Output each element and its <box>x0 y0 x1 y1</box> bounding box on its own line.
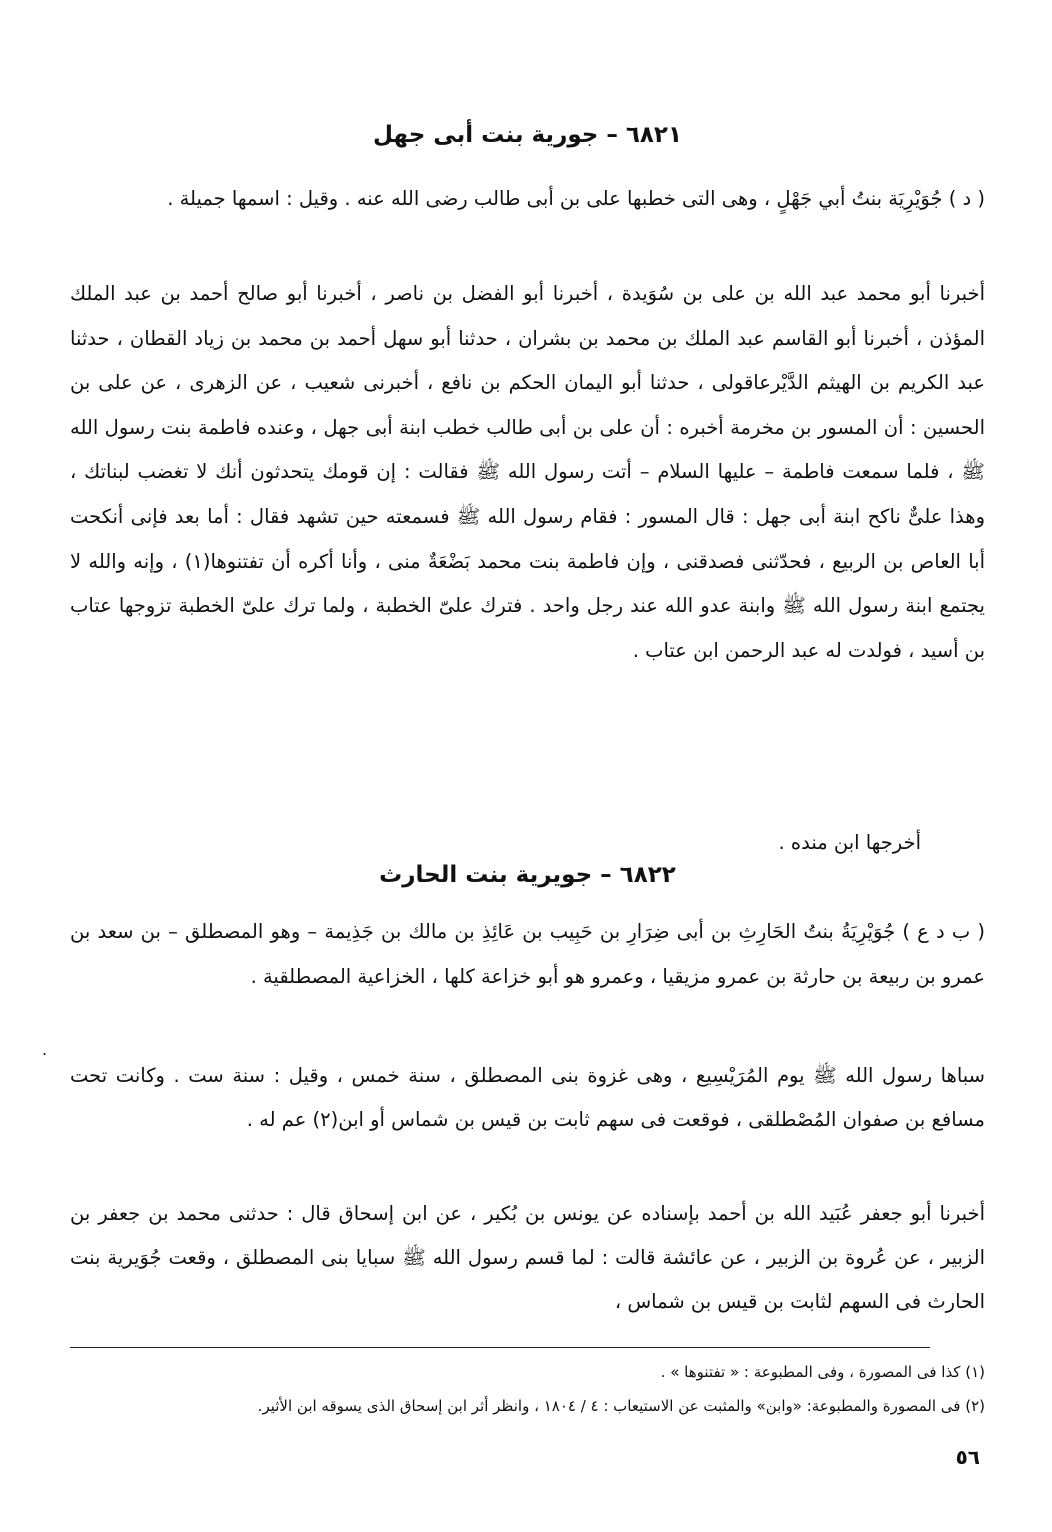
entry-6821-source: أخرجها ابن منده . <box>778 831 921 854</box>
entry-6822-intro: ( ب د ع ) جُوَيْرِيَةُ بنتُ الحَارِثِ بن أبى ضِرَارِ بن حَبِيب بن عَائِذِ بن مالك بن جَذِيمة – وهو المصطلق – بن سعد بن عمرو بن ربيعة بن حارثة بن عمرو مزيقيا ، وعمرو هو أبو خزاعة كلها ، الخزاعية المصطلقية . <box>70 920 985 988</box>
footnote-1: (١) كذا فى المصورة ، وفى المطبوعة : « تفتنوها » . <box>660 1363 985 1381</box>
entry-heading-6821: ٦٨٢١ – جورية بنت أبى جهل <box>373 122 682 148</box>
entry-6822-paragraph-2: سباها رسول الله ﷺ يوم المُرَيْسِيع ، وهى غزوة بنى المصطلق ، سنة خمس ، وقيل : سنة ست . وكانت تحت مسافع بن صفوان المُصْطلقى ، فوقعت فى سهم ثابت بن قيس بن شماس أو ابن(٢) عم له . <box>70 1064 985 1131</box>
entry-6821-intro: ( د ) جُوَيْرِيَة بنتُ أبي جَهْلٍ ، وهى التى خطبها على بن أبى طالب رضى الله عنه . وقيل : اسمها جميلة . <box>167 187 985 210</box>
margin-dot: . <box>42 1040 48 1059</box>
footnote-divider <box>70 1347 930 1348</box>
page-number: ٥٦ <box>955 1445 980 1469</box>
footnote-2: (٢) فى المصورة والمطبوعة: «وابن» والمثبت عن الاستيعاب : ٤ / ١٨٠٤ ، وانظر أثر ابن إسحاق الذى يسوقه ابن الأثير. <box>257 1397 985 1415</box>
book-page <box>70 0 985 1532</box>
entry-6822-paragraph-3: أخبرنا أبو جعفر عُبَيد الله بن أحمد بإسناده عن يونس بن بُكير ، عن ابن إسحاق قال : حدثنى محمد بن جعفر بن الزبير ، عن عُروة بن الزبير ، عن عائشة قالت : لما قسم رسول الله ﷺ سبايا بنى المصطلق ، وقعت جُوَيرية بنت الحارث فى السهم لثابت بن قيس بن شماس ، <box>70 1202 985 1313</box>
entry-heading-6822: ٦٨٢٢ – جويرية بنت الحارث <box>379 862 676 888</box>
entry-6821-body: أخبرنا أبو محمد عبد الله بن على بن سُوَيدة ، أخبرنا أبو الفضل بن ناصر ، أخبرنا أبو صالح أحمد بن عبد الملك المؤذن ، أخبرنا أبو القاسم عبد الملك بن محمد بن بشران ، حدثنا أبو سهل أحمد بن محمد بن زياد القطان ، حدثنا عبد الكريم بن الهيثم الدَّيْرعاقولى ، حدثنا أبو اليمان الحكم بن نافع ، أخبرنى شعيب ، عن الزهرى ، عن على بن الحسين : أن المسور بن مخرمة أخبره : أن على بن أبى طالب خطب ابنة أبى جهل ، وعنده فاطمة بنت رسول الله ﷺ ، فلما سمعت فاطمة – عليها السلام – أتت رسول الله ﷺ فقالت : إن قومك يتحدثون أنك لا تغضب لبناتك ، وهذا علىٌّ ناكح ابنة أبى جهل : قال المسور : فقام رسول الله ﷺ فسمعته حين تشهد فقال : أما بعد فإنى أنكحت أبا العاص بن الربيع ، فحدّثنى فصدقنى ، وإن فاطمة بنت محمد بَضْعَةٌ منى ، وأنا أكره أن تفتنوها(١) ، وإنه والله لا يجتمع ابنة رسول الله ﷺ وابنة عدو الله عند رجل واحد . فترك علىّ الخطبة ، ولما ترك علىّ الخطبة تزوجها عتاب بن أسيد ، فولدت له عبد الرحمن ابن عتاب . <box>70 282 985 662</box>
